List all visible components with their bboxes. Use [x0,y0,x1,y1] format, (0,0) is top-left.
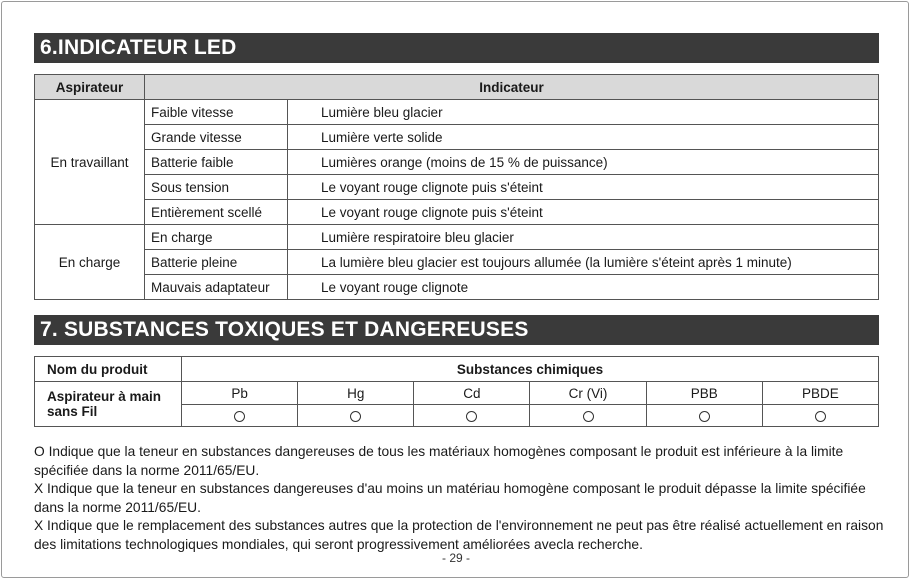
group-label-working: En travaillant [35,100,145,225]
table-row [35,150,879,175]
section-title-substances: 7. SUBSTANCES TOXIQUES ET DANGEREUSES [34,315,879,345]
symbol-cell: Cd [414,382,530,405]
light-cell: Lumière verte solide [288,125,879,150]
circle-icon [815,411,826,422]
light-cell: La lumière bleu glacier est toujours allumée (la lumière s'éteint après 1 minute) [288,250,879,275]
circle-icon [699,411,710,422]
state-cell: Sous tension [145,175,288,200]
state-cell: Grande vitesse [145,125,288,150]
circle-icon [466,411,477,422]
table-row [35,175,879,200]
light-cell: Lumière respiratoire bleu glacier [288,225,879,250]
symbol-cell: Pb [182,382,298,405]
table-row [35,225,879,250]
header-aspirateur: Aspirateur [35,75,145,100]
note-paragraph: O Indique que la teneur en substances dangereuses de tous les matériaux homogènes composant le produit est inférieure à la limite spécifiée dans la norme 2011/65/EU. [34,444,844,478]
group-label-charging: En charge [35,225,145,300]
symbol-cell: PBDE [762,382,878,405]
table-row [35,357,879,382]
light-cell: Lumières orange (moins de 15 % de puissance) [288,150,879,175]
product-name-cell: Aspirateur à main sans Fil [35,382,182,427]
section-title-led: 6.INDICATEUR LED [34,33,879,63]
note-paragraph: X Indique que la teneur en substances dangereuses d'au moins un matériau homogène composant le produit dépasse la limite spécifiée dans la norme 2011/65/EU. [34,481,866,515]
led-indicator-table [34,74,879,300]
table-row [35,382,879,405]
light-cell: Le voyant rouge clignote puis s'éteint [288,200,879,225]
symbol-cell: Hg [298,382,414,405]
header-indicateur: Indicateur [145,75,879,100]
header-product-name: Nom du produit [35,357,182,382]
table-row [35,125,879,150]
note-paragraph: X Indique que le remplacement des substances autres que la protection de l'environnement ne peut pas être réalisé actuellement en raison des limitations technologiques mondiales, qui seront progressivement améliorées avecla recherche. [34,518,884,552]
table-row [35,200,879,225]
compliance-cell [530,405,646,427]
symbol-cell: Cr (Vi) [530,382,646,405]
circle-icon [234,411,245,422]
page-number: - 29 - [441,551,470,565]
state-cell: Mauvais adaptateur [145,275,288,300]
compliance-cell [414,405,530,427]
light-cell: Le voyant rouge clignote puis s'éteint [288,175,879,200]
substances-table [34,356,879,427]
symbol-cell: PBB [646,382,762,405]
state-cell: Entièrement scellé [145,200,288,225]
circle-icon [350,411,361,422]
state-cell: Batterie faible [145,150,288,175]
notes-block [34,443,884,555]
table-row [35,275,879,300]
state-cell: Batterie pleine [145,250,288,275]
light-cell: Lumière bleu glacier [288,100,879,125]
compliance-cell [762,405,878,427]
state-cell: Faible vitesse [145,100,288,125]
table-row [35,100,879,125]
state-cell: En charge [145,225,288,250]
compliance-cell [646,405,762,427]
header-chemical-substances: Substances chimiques [182,357,879,382]
table-row [35,250,879,275]
compliance-cell [298,405,414,427]
light-cell: Le voyant rouge clignote [288,275,879,300]
circle-icon [583,411,594,422]
compliance-cell [182,405,298,427]
